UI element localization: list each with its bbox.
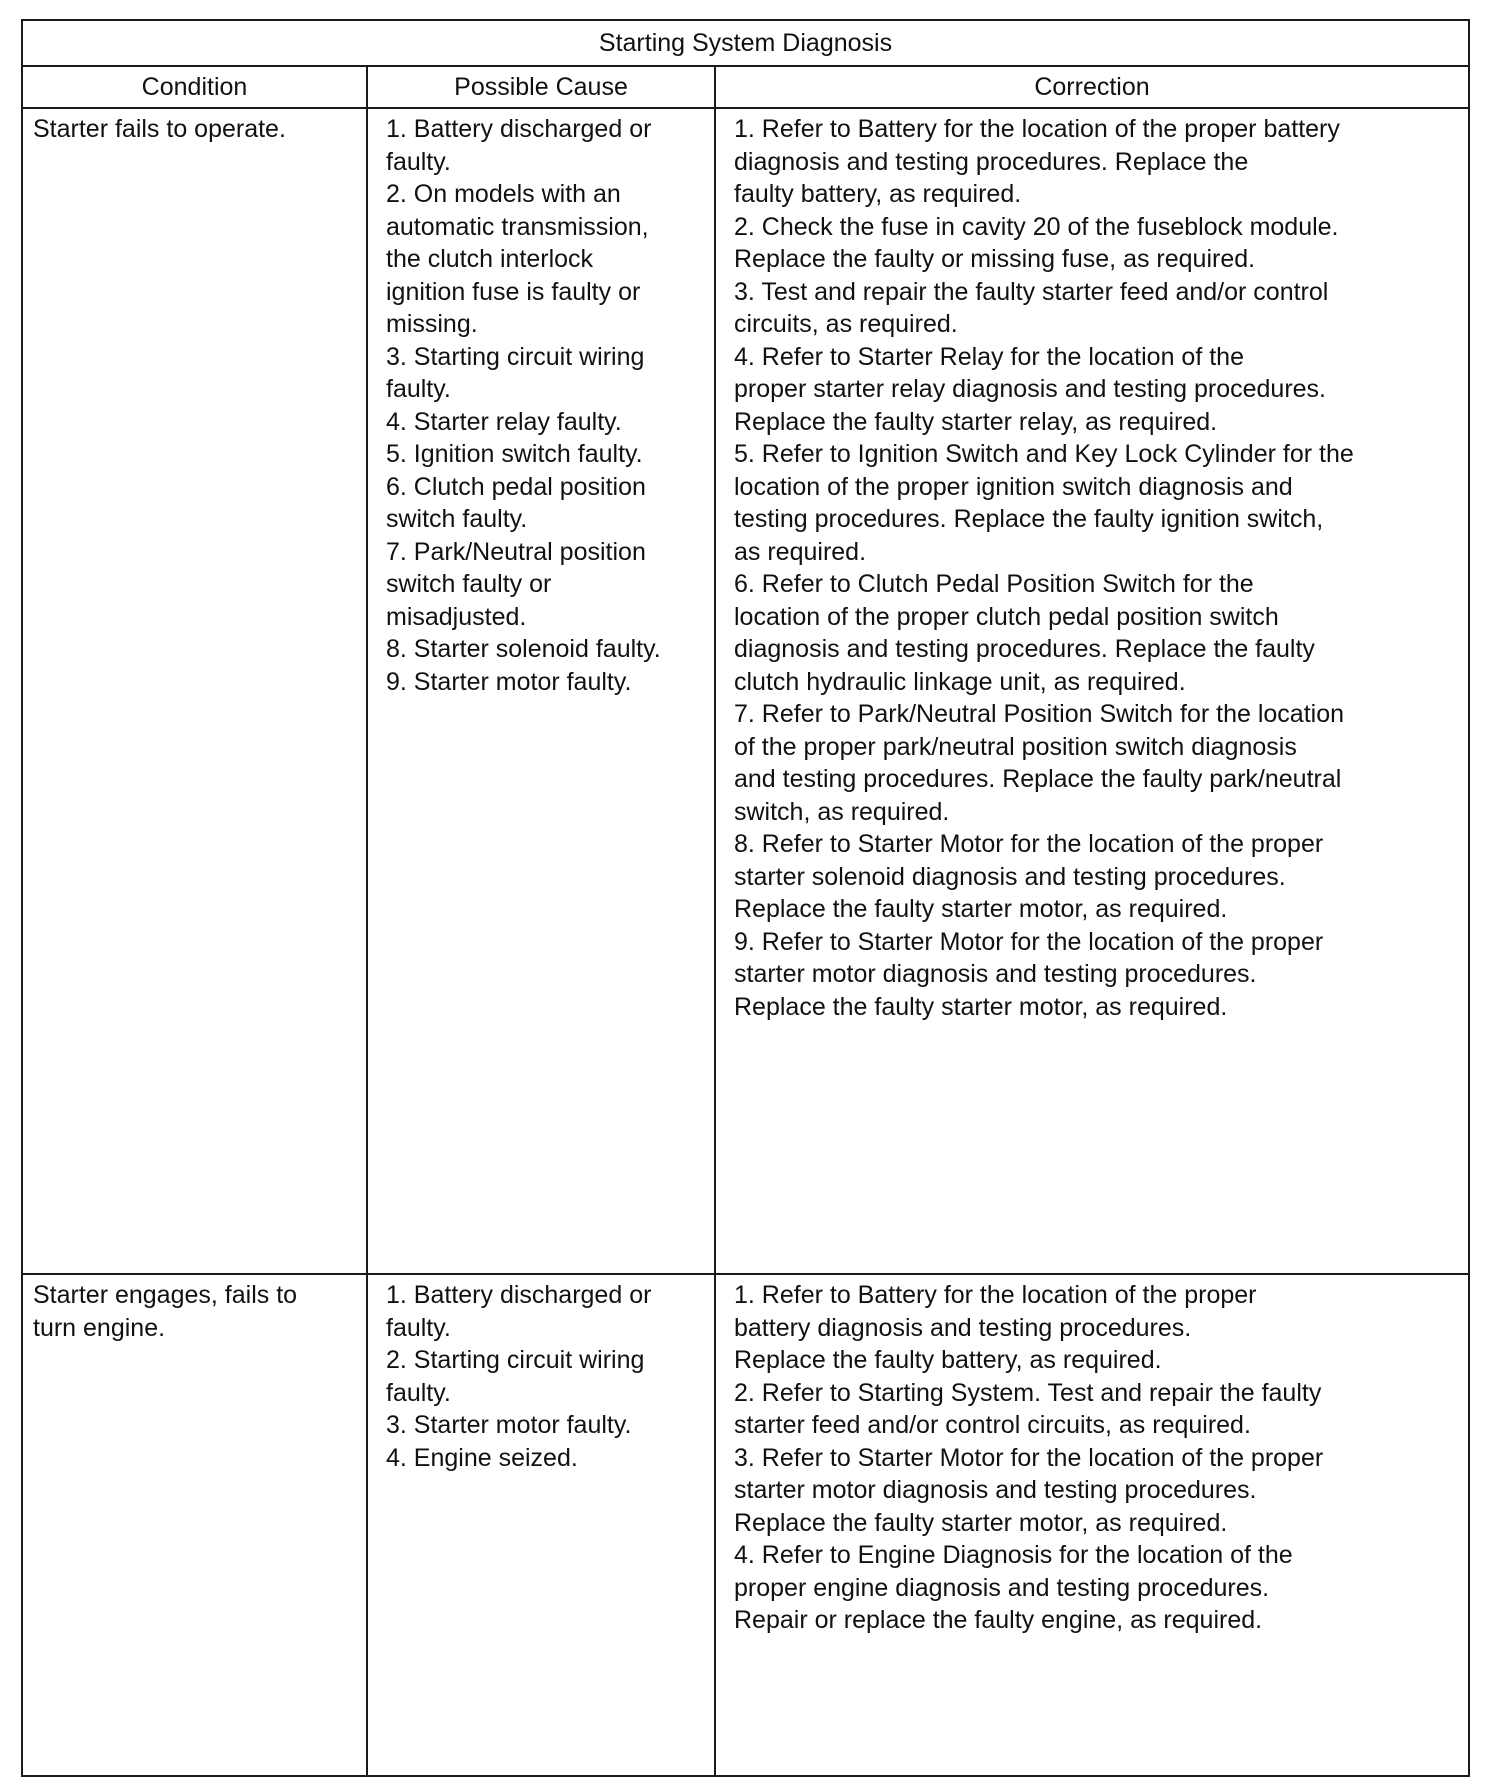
cell-text-line: of the proper park/neutral position switch diagnosis (734, 732, 1297, 761)
cell-text-line: proper starter relay diagnosis and testing procedures. (734, 375, 1326, 403)
cell-text-line: Replace the faulty starter motor, as required. (734, 992, 1228, 1021)
cell-text-line: proper engine diagnosis and testing procedures. (734, 1573, 1270, 1602)
cell-text-line: 1. Battery discharged or (386, 1281, 652, 1309)
cell-text-line: battery diagnosis and testing procedures. (734, 1313, 1192, 1342)
cell-text-line: faulty. (386, 147, 451, 176)
cell-text-line: 2. Starting circuit wiring (386, 1346, 645, 1374)
cell-text-line: 2. Refer to Starting System. Test and repair the faulty (734, 1378, 1322, 1407)
cell-text-line: 7. Park/Neutral position (386, 537, 646, 566)
cell-text-line: switch faulty. (386, 505, 528, 533)
cell-text-line: 5. Refer to Ignition Switch and Key Lock Cylinder for the (734, 440, 1354, 468)
cell-text-line: automatic transmission, (386, 212, 649, 241)
cell-text-line: faulty. (386, 1313, 451, 1342)
cell-text-line: faulty battery, as required. (734, 180, 1022, 208)
diagnosis-table (21, 19, 1470, 1777)
cell-text-line: and testing procedures. Replace the faulty park/neutral (734, 765, 1342, 793)
cell-text-line: misadjusted. (386, 602, 527, 631)
correction-cell (715, 1274, 1469, 1776)
cell-text-line: location of the proper ignition switch diagnosis and (734, 472, 1293, 501)
table-row (22, 1274, 1469, 1776)
cell-text-line: switch faulty or (386, 570, 552, 598)
cell-text-line: 7. Refer to Park/Neutral Position Switch for the location (734, 700, 1345, 728)
cell-text-line: 3. Starter motor faulty. (386, 1411, 632, 1439)
cell-text-line: missing. (386, 310, 478, 338)
cell-text-line: 9. Refer to Starter Motor for the location of the proper (734, 927, 1324, 956)
cell-text-line: 4. Starter relay faulty. (386, 407, 622, 436)
cell-text-line: switch, as required. (734, 797, 950, 826)
possible-cause-cell (367, 1274, 715, 1776)
header-correction: Correction (715, 66, 1469, 108)
cell-text-line: 4. Refer to Starter Relay for the location of the (734, 342, 1244, 371)
cell-text-line: diagnosis and testing procedures. Replace the faulty (734, 635, 1315, 663)
cell-text-line: 5. Ignition switch faulty. (386, 440, 643, 468)
condition-cell (22, 108, 367, 1274)
table-title: Starting System Diagnosis (22, 20, 1469, 66)
cell-text-line: 2. On models with an (386, 180, 621, 208)
cell-text-line: Replace the faulty or missing fuse, as required. (734, 245, 1256, 273)
table-row (22, 108, 1469, 1274)
cell-text-line: 2. Check the fuse in cavity 20 of the fuseblock module. (734, 212, 1339, 241)
cell-text-line: 1. Battery discharged or (386, 115, 652, 143)
cell-text-line: circuits, as required. (734, 310, 958, 338)
cell-text-line: 3. Test and repair the faulty starter feed and/or control (734, 277, 1329, 306)
cell-text-line: Starter fails to operate. (33, 115, 286, 143)
header-possible-cause: Possible Cause (367, 66, 715, 108)
cell-text-line: 4. Engine seized. (386, 1443, 578, 1472)
cell-text-line: diagnosis and testing procedures. Replace the (734, 147, 1249, 176)
cell-text-line: Replace the faulty starter motor, as required. (734, 1508, 1228, 1537)
cell-text-line: 1. Refer to Battery for the location of the proper (734, 1281, 1257, 1309)
cell-text-line: 4. Refer to Engine Diagnosis for the location of the (734, 1541, 1293, 1569)
cell-text-line: 8. Starter solenoid faulty. (386, 635, 661, 663)
cell-text-line: Starter engages, fails to (33, 1281, 298, 1309)
cell-text-line: 6. Refer to Clutch Pedal Position Switch for the (734, 570, 1254, 598)
cell-text-line: clutch hydraulic linkage unit, as required. (734, 667, 1186, 696)
cell-text-line: Replace the faulty battery, as required. (734, 1346, 1162, 1374)
cell-text-line: starter motor diagnosis and testing procedures. (734, 960, 1257, 988)
cell-text-line: faulty. (386, 1378, 451, 1407)
cell-text-line: Replace the faulty starter relay, as required. (734, 407, 1218, 436)
cell-text-line: starter feed and/or control circuits, as required. (734, 1411, 1251, 1439)
cell-text-line: 6. Clutch pedal position (386, 472, 646, 501)
cell-text-line: turn engine. (33, 1313, 166, 1342)
cell-text-line: location of the proper clutch pedal position switch (734, 602, 1279, 631)
correction-cell (715, 108, 1469, 1274)
cell-text-line: testing procedures. Replace the faulty ignition switch, (734, 505, 1324, 533)
cell-text-line: 1. Refer to Battery for the location of the proper battery (734, 115, 1340, 143)
condition-cell (22, 1274, 367, 1776)
cell-text-line: 3. Refer to Starter Motor for the location of the proper (734, 1443, 1324, 1472)
cell-text-line: ignition fuse is faulty or (386, 277, 641, 306)
possible-cause-cell (367, 108, 715, 1274)
cell-text-line: faulty. (386, 375, 451, 403)
cell-text-line: 8. Refer to Starter Motor for the location of the proper (734, 830, 1324, 858)
cell-text-line: 9. Starter motor faulty. (386, 667, 632, 696)
cell-text-line: starter motor diagnosis and testing procedures. (734, 1476, 1257, 1504)
cell-text-line: as required. (734, 537, 867, 566)
cell-text-line: Replace the faulty starter motor, as required. (734, 895, 1228, 923)
header-condition: Condition (22, 66, 367, 108)
cell-text-line: Repair or replace the faulty engine, as required. (734, 1606, 1263, 1634)
cell-text-line: the clutch interlock (386, 245, 594, 273)
cell-text-line: 3. Starting circuit wiring (386, 342, 645, 371)
cell-text-line: starter solenoid diagnosis and testing procedures. (734, 862, 1286, 891)
